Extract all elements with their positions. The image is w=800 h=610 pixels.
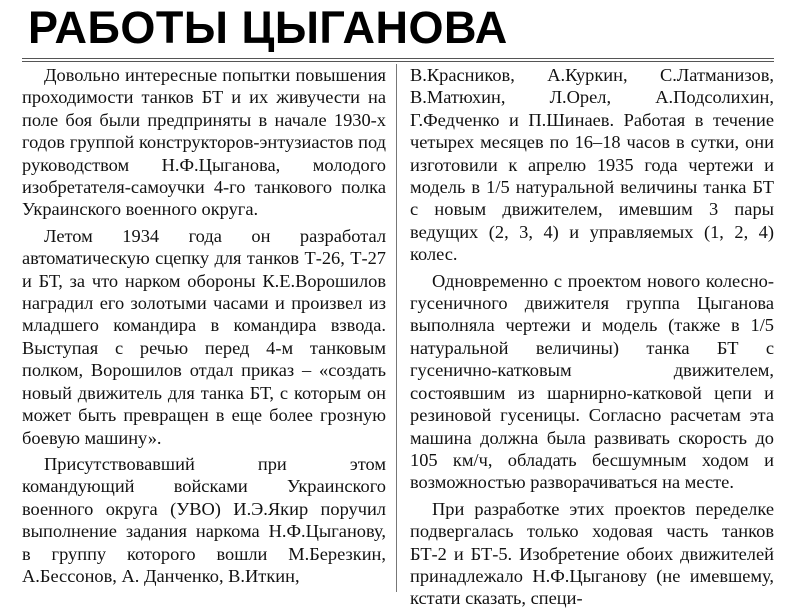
paragraph-2: Летом 1934 года он разработал автоматическую сцепку для танков Т-26, Т-27 и БТ, за что нарком обороны К.Е.Ворошилов наградил его золотыми часами и произвел из младшего командира в командира взвода. Выступая с речью перед 4-м танковым полком, Ворошилов отдал приказ – «создать новый движитель для танка БТ, с которым он может быть превращен в еще более грозную боевую машину». bbox=[22, 225, 386, 448]
column-divider bbox=[396, 64, 397, 592]
paragraph-3-continued: В.Красников, А.Куркин, С.Латманизов, В.Матюхин, Л.Орел, А.Подсолихин, Г.Федченко и П.Шинаев. Работая в течение четырех месяцев по 16–18 часов в сутки, они изготовили к апрелю 1935 года чертежи и модель в 1/5 натуральной величины танка БТ с новым движителем, имевшим 3 пары ведущих (2, 3, 4) и управляемых (1, 2, 4) колес. bbox=[410, 65, 774, 265]
paragraph-1: Довольно интересные попытки повышения проходимости танков БТ и их живучести на поле боя были предприняты в начале 1930-х годов группой конструкторов-энтузиастов под руководством Н.Ф.Цыганова, молодого изобретателя-самоучки 4-го танкового полка Украинского военного округа. bbox=[22, 65, 386, 220]
title-rule-bottom bbox=[22, 61, 774, 62]
paragraph-5: При разработке этих проектов переделке подвергалась только ходовая часть танков БТ-2 и БТ-5. Изобретение обоих движителей принадлежало Н.Ф.Цыганову (не имевшему, кстати сказать, специ- bbox=[410, 498, 774, 609]
left-column bbox=[22, 64, 386, 587]
paragraph-4: Одновременно с проектом нового колесно-гусеничного движителя группа Цыганова выполняла чертежи и модель (также в 1/5 натуральной величины) танка БТ с гусенично-катковым движителем, состоявшим из шарнирно-катковой цепи и резиновой гусеницы. Согласно расчетам эта машина должна была развивать скорость до 105 км/ч, обладать бесшумным ходом и возможностью разворачиваться на месте. bbox=[410, 270, 774, 493]
article-title: РАБОТЫ ЦЫГАНОВА bbox=[28, 2, 508, 53]
right-column bbox=[410, 64, 774, 610]
title-rule-top bbox=[22, 58, 774, 59]
paragraph-3: Присутствовавший при этом командующий войсками Украинского военного округа (УВО) И.Э.Якир поручил выполнение задания наркома Н.Ф.Цыганову, в группу которого вошли М.Березкин, А.Бессонов, А. Данченко, В.Иткин, bbox=[22, 453, 386, 586]
